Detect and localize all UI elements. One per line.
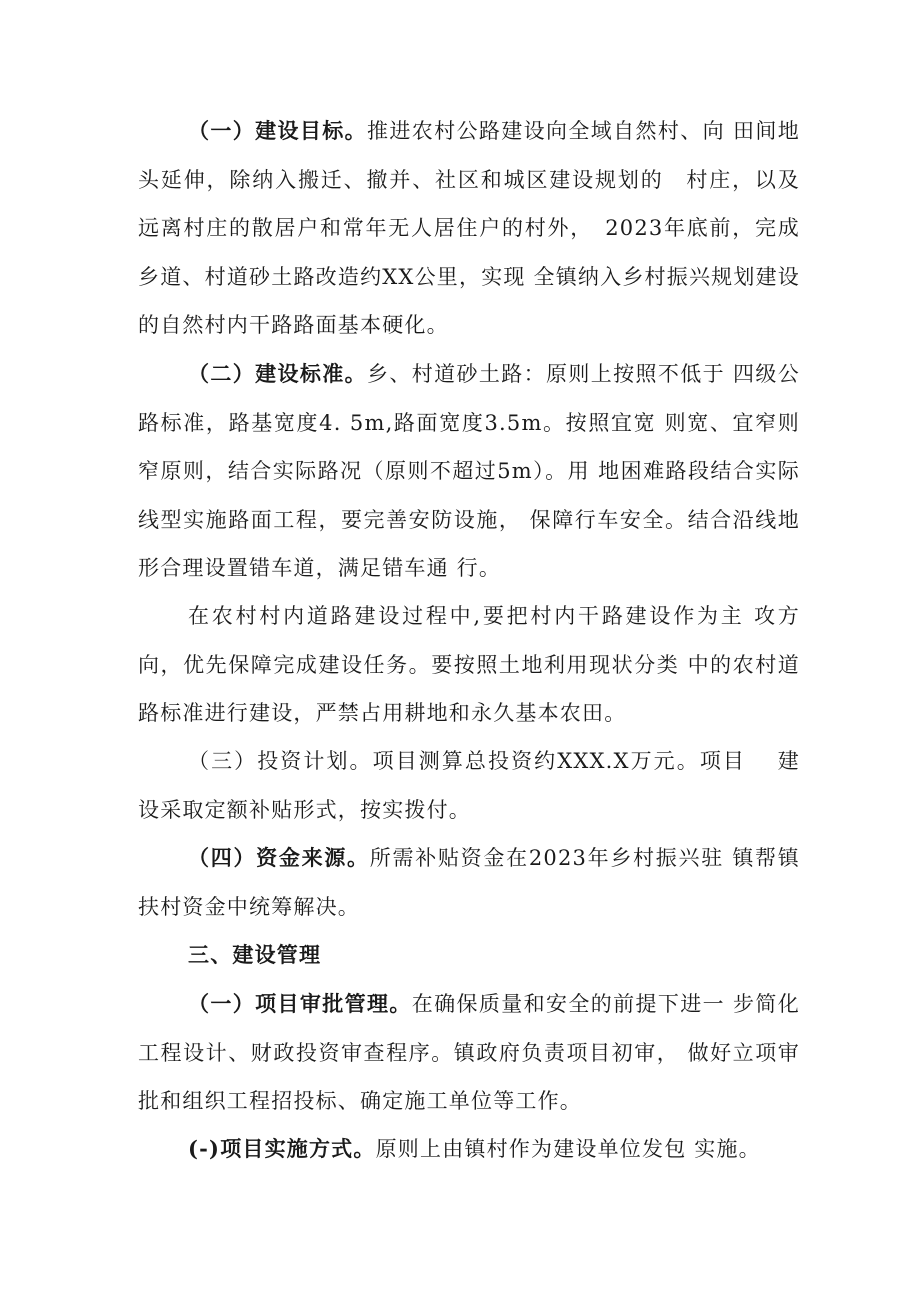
paragraph-lead: （四）资金来源。 bbox=[188, 845, 370, 870]
section-heading: 三、建设管理 bbox=[188, 942, 322, 967]
paragraph-body: 在农村村内道路建设过程中,要把村内干路建设作为主 攻方向，优先保障完成建设任务。要按照土地利用现状分类 中的农村道路标准进行建设，严禁占用耕地和永久基本农田。 bbox=[138, 604, 800, 726]
paragraph-construction-goal bbox=[138, 107, 800, 350]
paragraph-lead: (-)项目实施方式。 bbox=[188, 1136, 376, 1161]
paragraph-body: 在确保质量和安全的前提下进一 步简化工程设计、财政投资审查程序。镇政府负责项目初审， 做好立项审批和组织工程招投标、确定施工单位等工作。 bbox=[138, 992, 800, 1114]
paragraph-body: 推进农村公路建设向全域自然村、向 田间地头延伸，除纳入搬迁、撤并、社区和城区建设规划的 村庄，以及远离村庄的散居户和常年无人居住户的村外， 2023年底前，完成乡道、村道砂土路改造约XX公里，实现 全镇纳入乡村振兴规划建设的自然村内干路路面基本硬化。 bbox=[138, 119, 800, 338]
paragraph-lead: （一）项目审批管理。 bbox=[188, 991, 412, 1016]
paragraph-construction-standard bbox=[138, 350, 800, 593]
paragraph-lead: （二）建设标准。 bbox=[188, 361, 367, 386]
paragraph-project-approval bbox=[138, 980, 800, 1126]
paragraph-village-roads bbox=[138, 592, 800, 738]
paragraph-lead: （一）建设目标。 bbox=[188, 118, 367, 143]
paragraph-investment-plan bbox=[138, 737, 800, 834]
paragraph-body: （三）投资计划。项目测算总投资约XXX.X万元。项目 建设采取定额补贴形式，按实拨付。 bbox=[138, 749, 800, 822]
paragraph-body: 所需补贴资金在2023年乡村振兴驻 镇帮镇扶村资金中统筹解决。 bbox=[138, 846, 800, 919]
paragraph-body: 乡、村道砂土路：原则上按照不低于 四级公路标准，路基宽度4. 5m,路面宽度3.5m。按照宜宽 则宽、宜窄则窄原则，结合实际路况（原则不超过5m）。用 地困难路段结合实际线型实施路面工程，要完善安防设施， 保障行车安全。结合沿线地形合理设置错车道，满足错车通 行。 bbox=[138, 362, 800, 581]
paragraph-funding-source bbox=[138, 834, 800, 931]
paragraph-body: 原则上由镇村作为建设单位发包 实施。 bbox=[375, 1137, 761, 1161]
paragraph-implementation-method bbox=[138, 1125, 800, 1174]
